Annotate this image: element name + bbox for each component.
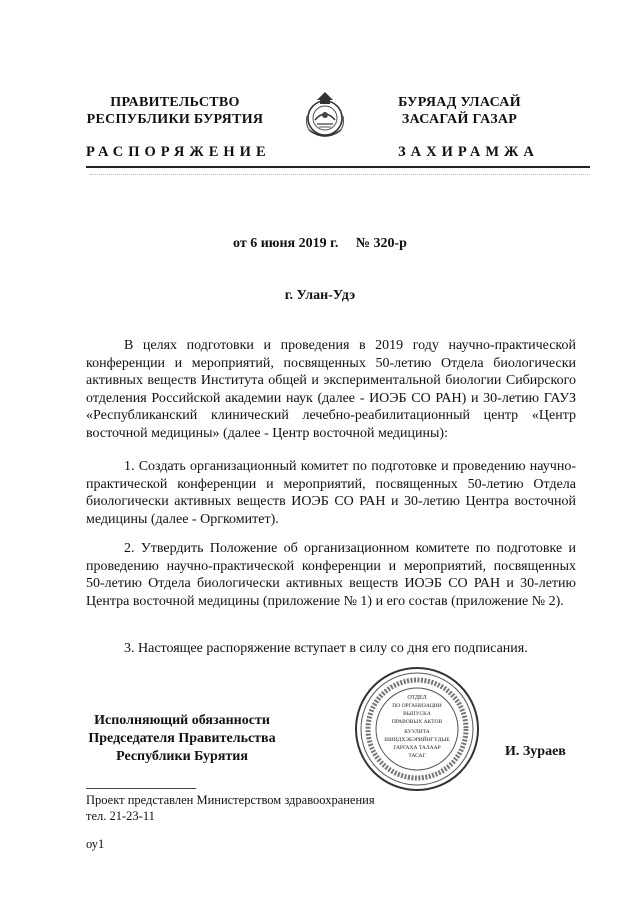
header-right-line2: ЗАСАГАЙ ГАЗАР <box>401 112 518 127</box>
header-right-line1: БУРЯАД УЛАСАЙ <box>398 95 521 110</box>
header-left <box>80 94 270 128</box>
signatory-name: И. Зураев <box>505 744 566 759</box>
official-seal-stamp <box>353 665 481 793</box>
signatory-title <box>72 712 292 766</box>
header-left-line2: РЕСПУБЛИКИ БУРЯТИЯ <box>86 112 264 127</box>
footer-phone: тел. 21-23-11 <box>86 809 155 823</box>
header-divider <box>86 166 590 168</box>
svg-text:ШИИДХЭБЭРИЙНГҮДЫЕ: ШИИДХЭБЭРИЙНГҮДЫЕ <box>384 737 450 743</box>
header-right <box>372 94 547 128</box>
document-number: № 320-р <box>355 236 407 251</box>
item-1-paragraph: 1. Создать организационный комитет по подготовке и проведению научно-практической конференции и мероприятий, посвященных 50-летию Отдела биологически активных веществ ИОЭБ СО РАН и 30-летию Центра восточной медицины (далее - Оргкомитет). <box>86 459 576 527</box>
footer-project-note: Проект представлен Министерством здравоохранения <box>86 793 375 807</box>
footer-code: оу1 <box>86 837 105 851</box>
svg-text:ПРАВОВЫХ АКТОВ: ПРАВОВЫХ АКТОВ <box>391 719 443 725</box>
svg-text:ВЫПУСКА: ВЫПУСКА <box>403 711 431 717</box>
doc-type-buryat: ЗАХИРАМЖА <box>398 144 539 160</box>
header-dotted-divider <box>90 174 590 176</box>
signatory-title-line1: Исполняющий обязанности <box>94 713 270 728</box>
signatory-title-line2: Председателя Правительства <box>88 731 276 746</box>
date-number-line <box>0 236 640 252</box>
svg-text:ПО ОРГАНИЗАЦИИ: ПО ОРГАНИЗАЦИИ <box>392 703 442 709</box>
coat-of-arms-icon <box>297 86 353 142</box>
footer-divider <box>86 788 196 789</box>
signatory-title-line3: Республики Бурятия <box>116 749 248 764</box>
intro-paragraph: В целях подготовки и проведения в 2019 году научно-практической конференции и мероприятий, посвященных 50-летию Отдела биологически активных веществ Института общей и экспериментальной биологии Сибирского отделения Российской академии наук (далее - ИОЭБ СО РАН) и 30-летию ГАУЗ «Республиканский клинический лечебно-реабилитационный центр «Центр восточной медицины» (далее - Центр восточной медицины): <box>86 338 576 441</box>
doc-type-russian: РАСПОРЯЖЕНИЕ <box>86 144 271 160</box>
svg-text:ГАРГАХА ТАЛААР: ГАРГАХА ТАЛААР <box>393 745 441 751</box>
svg-text:ОТДЕЛ: ОТДЕЛ <box>407 695 427 701</box>
document-date: от 6 июня 2019 г. <box>233 236 339 251</box>
header-left-line1: ПРАВИТЕЛЬСТВО <box>110 95 240 110</box>
svg-text:ТАСАГ: ТАСАГ <box>408 753 426 759</box>
svg-text:КУУЛИТА: КУУЛИТА <box>404 729 430 735</box>
item-3-paragraph: 3. Настоящее распоряжение вступает в силу со дня его подписания. <box>124 641 528 656</box>
document-city: г. Улан-Удэ <box>284 288 356 303</box>
item-2-paragraph: 2. Утвердить Положение об организационном комитете по подготовке и проведению научно-практической конференции и мероприятий, посвященных 50-летию Отдела биологически активных веществ ИОЭБ СО РАН и 30-летию Центра восточной медицины (приложение № 1) и его состав (приложение № 2). <box>86 541 576 609</box>
